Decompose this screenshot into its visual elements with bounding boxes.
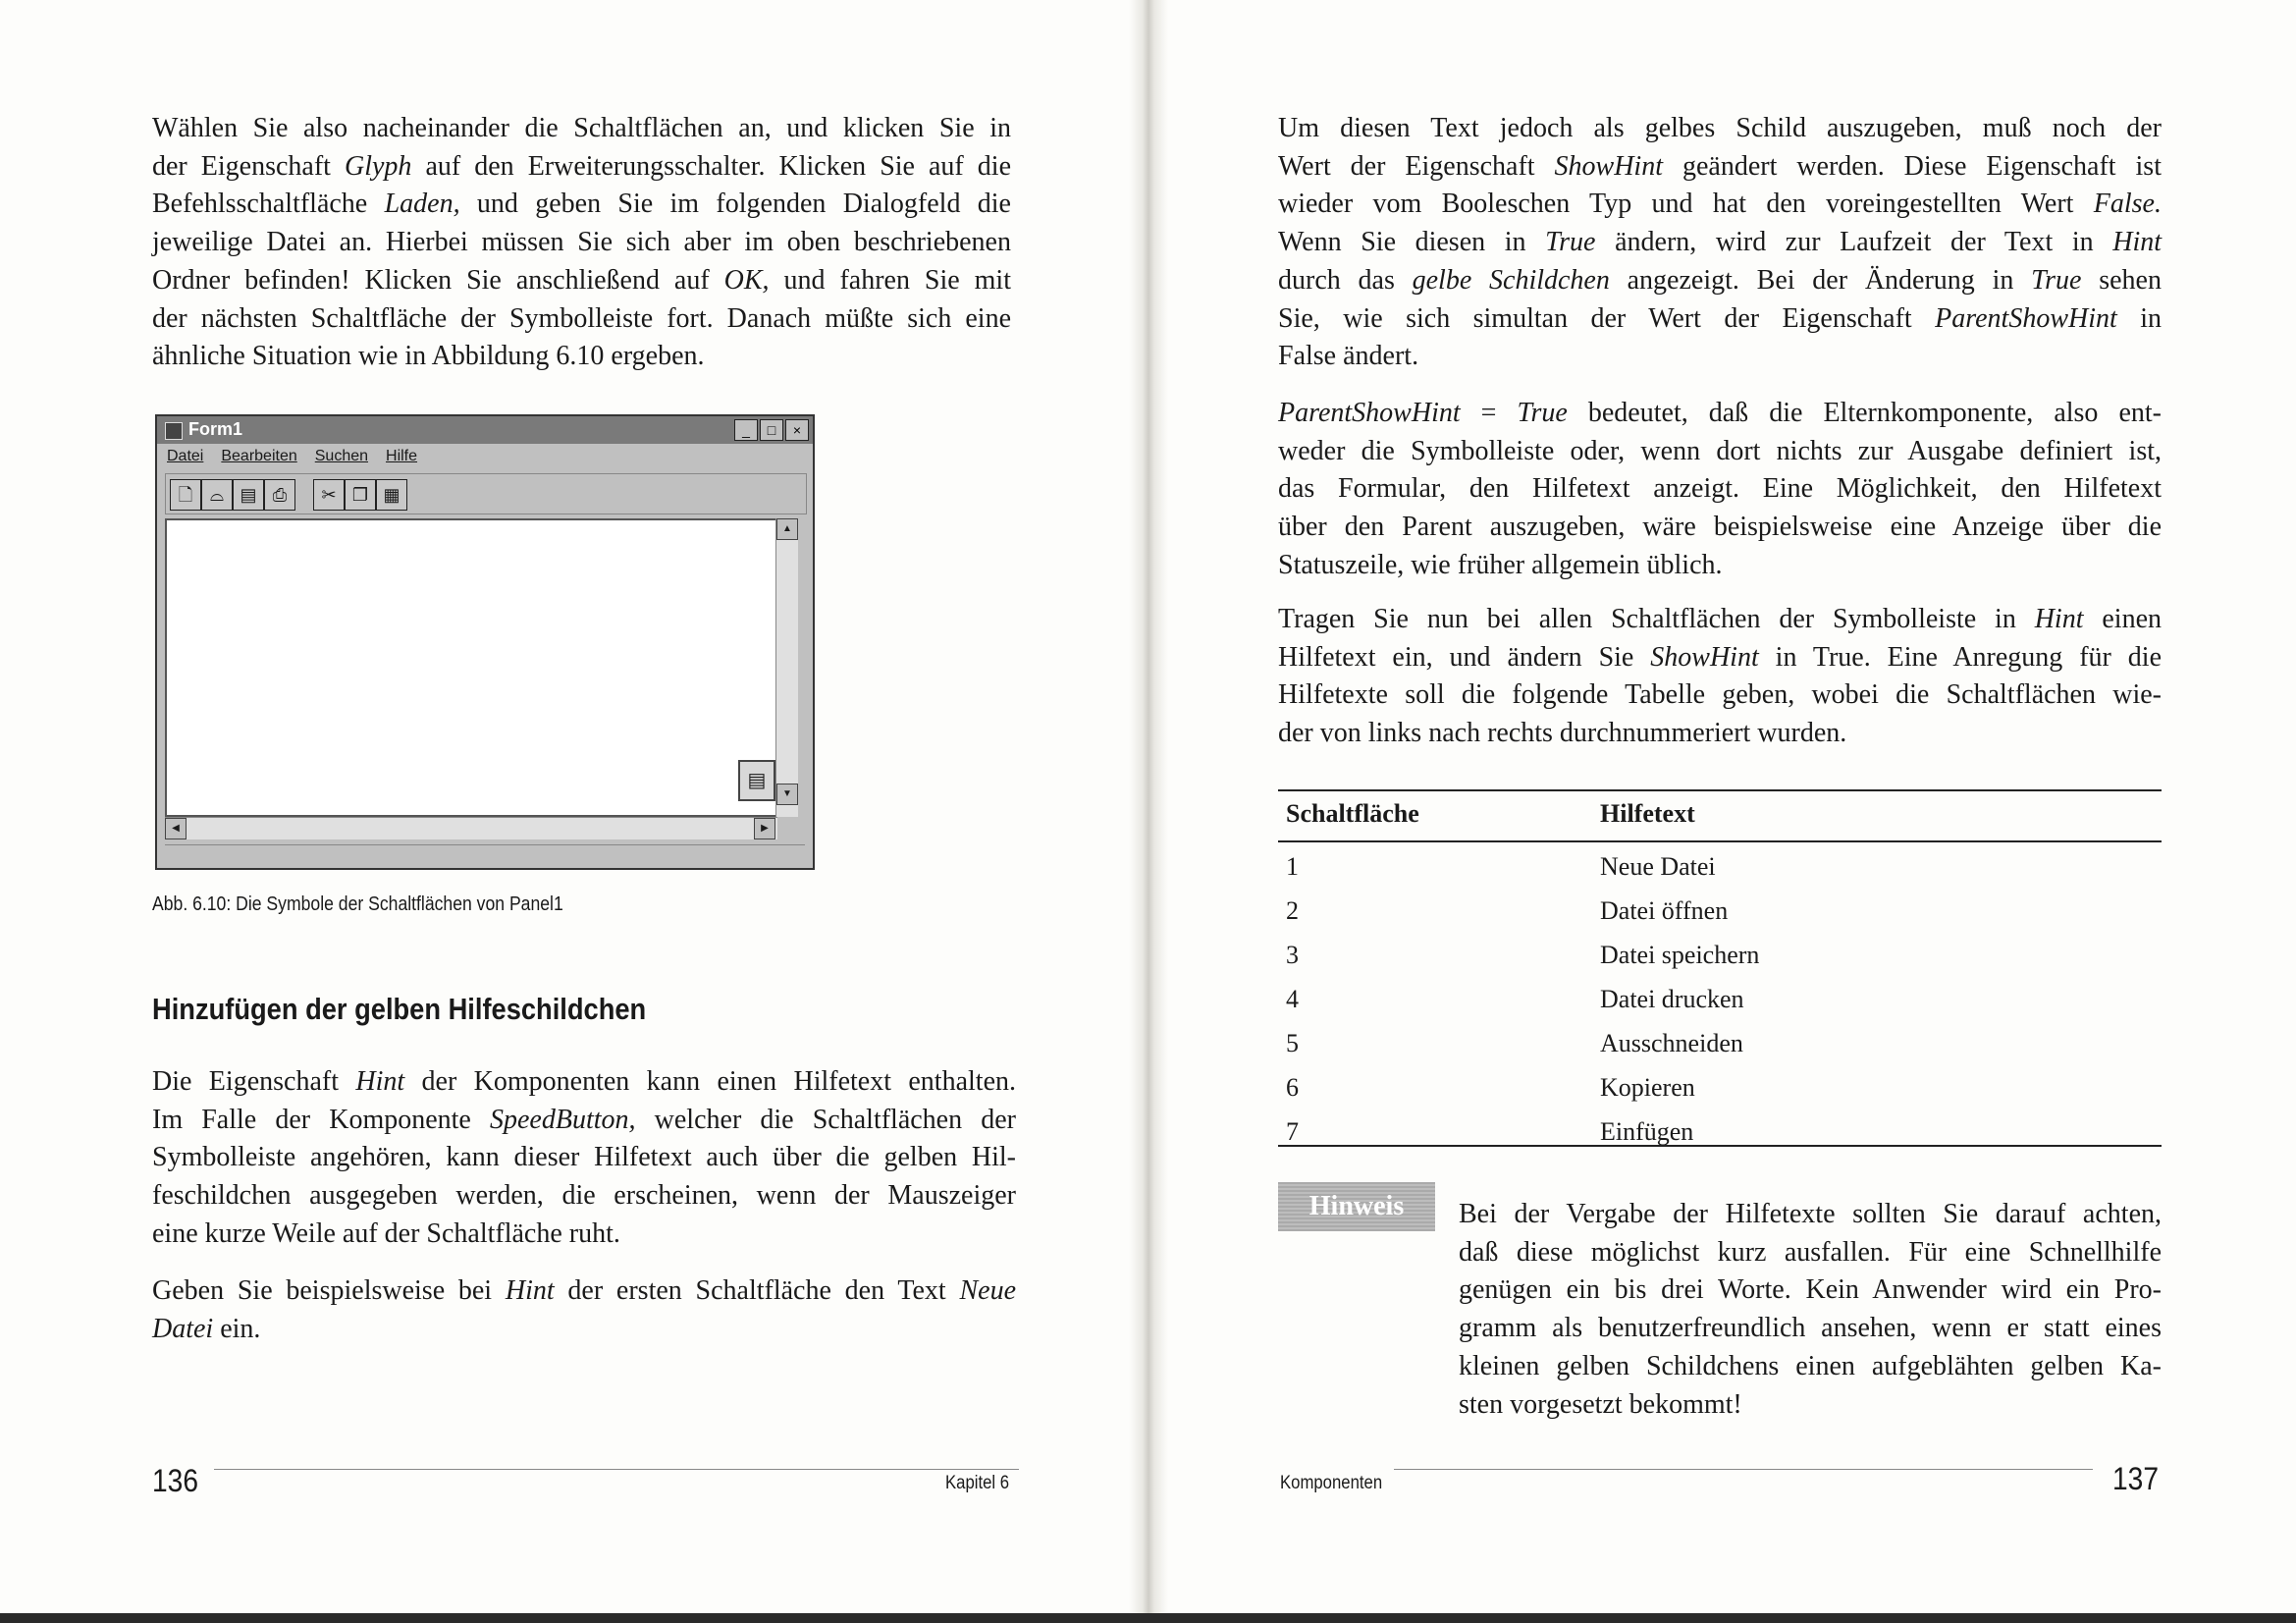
print-icon: ⎙ bbox=[264, 479, 295, 511]
text-line: wieder vom Booleschen Typ und hat den voreingestellten Wert False. bbox=[1278, 189, 2162, 220]
text-line: daß diese möglichst kurz ausfallen. Für eine Schnellhilfe bbox=[1459, 1236, 2162, 1268]
minimize-icon: _ bbox=[734, 419, 758, 441]
right-paragraph-1 bbox=[1278, 110, 2162, 376]
left-paragraph-3 bbox=[152, 1272, 1016, 1348]
form1-window-screenshot bbox=[155, 414, 815, 870]
text-line: eine kurze Weile auf der Schaltfläche ruht. bbox=[152, 1217, 620, 1249]
text-line: der nächsten Schaltfläche der Symbolleiste fort. Danach müßte sich eine bbox=[152, 302, 1011, 334]
text-line: Befehlsschaltfläche Laden, und geben Sie im folgenden Dialogfeld die bbox=[152, 189, 1011, 220]
scroll-left-icon: ◀ bbox=[165, 818, 187, 839]
table-row bbox=[1278, 1111, 2162, 1155]
page-number-left: 136 bbox=[152, 1463, 198, 1498]
page-number-right: 137 bbox=[2112, 1461, 2159, 1496]
text-line: Geben Sie beispielsweise bei Hint der ersten Schaltfläche den Text Neue bbox=[152, 1275, 1016, 1306]
footer-rule-left bbox=[214, 1469, 1019, 1470]
table-header-rule bbox=[1278, 840, 2162, 842]
table-header-row bbox=[1278, 793, 2162, 837]
text-line: der von links nach rechts durchnummeriert wurden. bbox=[1278, 718, 1847, 749]
text-line: Bei der Vergabe der Hilfetexte sollten Sie darauf achten, bbox=[1459, 1199, 2162, 1229]
vertical-scrollbar bbox=[775, 518, 798, 817]
text-line: jeweilige Datei an. Hierbei müssen Sie sich aber im oben beschriebenen bbox=[152, 227, 1011, 258]
component-icon: ▤ bbox=[738, 760, 775, 801]
cell-hint: Einfügen bbox=[1600, 1117, 1694, 1146]
status-bar bbox=[165, 844, 805, 867]
text-line: sten vorgesetzt bekommt! bbox=[1459, 1388, 1742, 1420]
text-line: ähnliche Situation wie in Abbildung 6.10 ergeben. bbox=[152, 341, 705, 372]
text-line: über den Parent auszugeben, wäre beispielsweise eine Anzeige über die bbox=[1278, 512, 2162, 543]
text-line: kleinen gelben Schildchens einen aufgeblähten gelben Ka- bbox=[1459, 1350, 2162, 1381]
table-row bbox=[1278, 979, 2162, 1022]
section-heading: Hinzufügen der gelben Hilfeschildchen bbox=[152, 992, 647, 1026]
cell-number: 1 bbox=[1286, 852, 1299, 881]
cell-hint: Kopieren bbox=[1600, 1073, 1695, 1102]
window-title: Form1 bbox=[188, 419, 243, 439]
text-line: Um diesen Text jedoch als gelbes Schild auszugeben, muß noch der bbox=[1278, 113, 2162, 143]
text-line: Tragen Sie nun bei allen Schaltflächen der Symbolleiste in Hint einen bbox=[1278, 604, 2162, 634]
text-line: False ändert. bbox=[1278, 341, 1419, 372]
text-line: weder die Symbolleiste oder, wenn dort nichts zur Ausgabe definiert ist, bbox=[1278, 435, 2162, 466]
running-head-left: Kapitel 6 bbox=[945, 1473, 1010, 1493]
book-spine bbox=[1129, 0, 1168, 1623]
right-paragraph-3 bbox=[1278, 601, 2162, 753]
left-paragraph-2 bbox=[152, 1063, 1016, 1254]
copy-icon: ❐ bbox=[345, 479, 376, 511]
cell-number: 2 bbox=[1286, 896, 1299, 925]
left-paragraph-1 bbox=[152, 110, 1011, 376]
text-line: das Formular, den Hilfetext anzeigt. Eine Möglichkeit, den Hilfetext bbox=[1278, 473, 2162, 505]
text-line: feschildchen ausgegeben werden, die erscheinen, wenn der Mauszeiger bbox=[152, 1180, 1016, 1212]
text-line: ParentShowHint = True bedeutet, daß die Elternkomponente, also ent- bbox=[1278, 398, 2162, 428]
text-line: Datei ein. bbox=[152, 1313, 261, 1344]
page-bottom-edge bbox=[0, 1613, 2296, 1623]
hinweis-label: Hinweis bbox=[1278, 1182, 1435, 1231]
text-line: durch das gelbe Schildchen angezeigt. Bei der Änderung in True sehen bbox=[1278, 264, 2162, 296]
text-line: Wert der Eigenschaft ShowHint geändert werden. Diese Eigenschaft ist bbox=[1278, 150, 2162, 182]
new-file-icon: 🗋 bbox=[170, 479, 201, 511]
scroll-down-icon: ▼ bbox=[776, 784, 798, 805]
cell-hint: Datei drucken bbox=[1600, 985, 1744, 1013]
text-line: Ordner befinden! Klicken Sie anschließend auf OK, und fahren Sie mit bbox=[152, 264, 1011, 296]
scroll-up-icon: ▲ bbox=[776, 518, 798, 540]
text-line: Hilfetext ein, und ändern Sie ShowHint in True. Eine Anregung für die bbox=[1278, 641, 2162, 673]
running-head-right: Komponenten bbox=[1280, 1473, 1383, 1493]
cell-number: 5 bbox=[1286, 1029, 1299, 1057]
table-row bbox=[1278, 846, 2162, 890]
menu-bearbeiten: Bearbeiten bbox=[221, 448, 297, 464]
table-row bbox=[1278, 891, 2162, 934]
cell-number: 7 bbox=[1286, 1117, 1299, 1146]
close-icon: × bbox=[785, 419, 809, 441]
figure-caption: Abb. 6.10: Die Symbole der Schaltflächen von Panel1 bbox=[152, 893, 563, 915]
cell-hint: Datei speichern bbox=[1600, 941, 1760, 969]
hint-paragraph bbox=[1459, 1196, 2162, 1424]
right-paragraph-2 bbox=[1278, 395, 2162, 585]
scroll-right-icon: ▶ bbox=[754, 818, 775, 839]
maximize-icon: □ bbox=[760, 419, 783, 441]
text-line: Die Eigenschaft Hint der Komponenten kann einen Hilfetext enthalten. bbox=[152, 1066, 1017, 1097]
cell-number: 4 bbox=[1286, 985, 1299, 1013]
cell-number: 3 bbox=[1286, 941, 1299, 969]
table-row bbox=[1278, 935, 2162, 978]
col-header-schaltflaeche: Schaltfläche bbox=[1286, 799, 1419, 828]
text-line: gramm als benutzerfreundlich ansehen, wenn er statt eines bbox=[1459, 1313, 2162, 1344]
menu-suchen: Suchen bbox=[314, 448, 369, 464]
text-line: Symbolleiste angehören, kann dieser Hilfetext auch über die gelben Hil- bbox=[152, 1142, 1016, 1173]
table-row bbox=[1278, 1067, 2162, 1110]
table-top-rule bbox=[1278, 789, 2162, 791]
horizontal-scrollbar bbox=[165, 817, 777, 839]
form-client-area bbox=[165, 518, 777, 817]
cell-hint: Ausschneiden bbox=[1600, 1029, 1743, 1057]
cut-icon: ✂ bbox=[313, 479, 345, 511]
toolbar-panel1 bbox=[165, 473, 807, 514]
text-line: Wenn Sie diesen in True ändern, wird zur Laufzeit der Text in Hint bbox=[1278, 227, 2163, 258]
open-file-icon: ⌓ bbox=[201, 479, 233, 511]
table-bottom-rule bbox=[1278, 1145, 2162, 1147]
menu-bar bbox=[167, 448, 417, 465]
paste-icon: ▦ bbox=[376, 479, 407, 511]
text-line: Wählen Sie also nacheinander die Schaltflächen an, und klicken Sie in bbox=[152, 113, 1011, 143]
app-icon bbox=[165, 422, 183, 440]
menu-hilfe: Hilfe bbox=[386, 448, 418, 464]
title-bar bbox=[157, 416, 813, 444]
cell-hint: Neue Datei bbox=[1600, 852, 1716, 881]
save-file-icon: ▤ bbox=[233, 479, 264, 511]
text-line: genügen ein bis drei Worte. Kein Anwender wird ein Pro- bbox=[1459, 1274, 2162, 1306]
cell-hint: Datei öffnen bbox=[1600, 896, 1729, 925]
text-line: Sie, wie sich simultan der Wert der Eigenschaft ParentShowHint in bbox=[1278, 302, 2162, 334]
text-line: der Eigenschaft Glyph auf den Erweiterungsschalter. Klicken Sie auf die bbox=[152, 150, 1011, 182]
text-line: Hilfetexte soll die folgende Tabelle geben, wobei die Schaltflächen wie- bbox=[1278, 679, 2162, 711]
footer-rule-right bbox=[1394, 1469, 2093, 1470]
menu-datei: Datei bbox=[167, 448, 204, 464]
text-line: Statuszeile, wie früher allgemein üblich. bbox=[1278, 549, 1723, 580]
table-row bbox=[1278, 1023, 2162, 1066]
cell-number: 6 bbox=[1286, 1073, 1299, 1102]
text-line: Im Falle der Komponente SpeedButton, welcher die Schaltflächen der bbox=[152, 1104, 1016, 1135]
col-header-hilfetext: Hilfetext bbox=[1600, 799, 1695, 828]
